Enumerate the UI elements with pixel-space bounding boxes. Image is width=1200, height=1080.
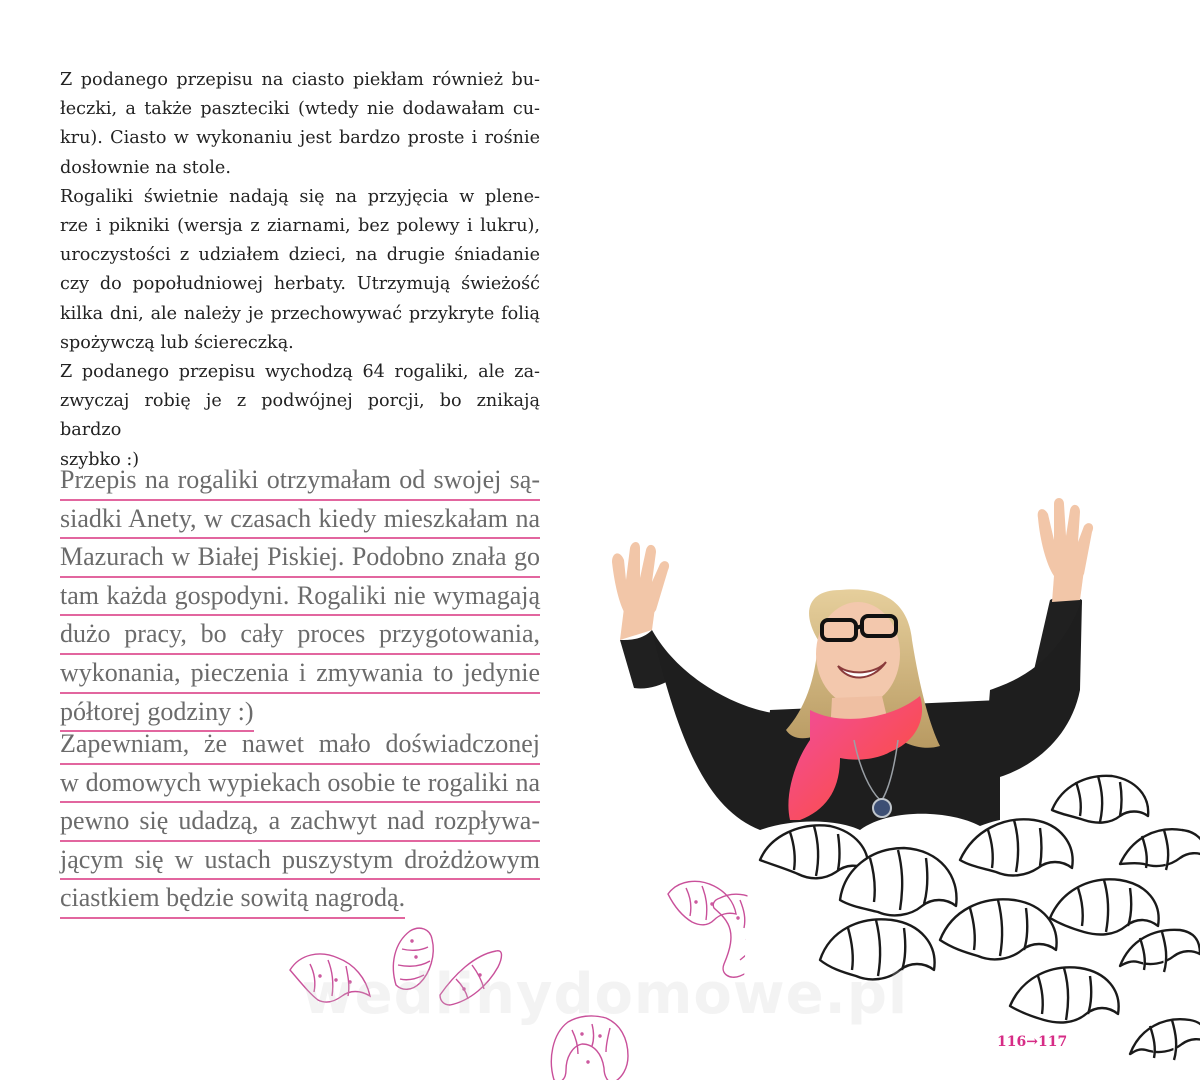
body-line: dosłownie na stole.: [60, 157, 231, 178]
quote-line: dużo pracy, bo cały proces przygotowania,: [60, 616, 540, 655]
body-line: zwyczaj robię je z podwójnej porcji, bo znikają bardzo: [60, 391, 540, 441]
quote-line: Przepis na rogaliki otrzymałam od swojej są-: [60, 462, 540, 501]
body-line: kru). Ciasto w wykonaniu jest bardzo proste i rośnie: [60, 128, 540, 149]
quote-line: jącym się w ustach puszystym drożdżowym: [60, 842, 540, 881]
quote-line: tam każda gospodyni. Rogaliki nie wymagają: [60, 578, 540, 617]
quote-line: wykonania, pieczenia i zmywania to jedynie: [60, 655, 540, 694]
pendant-icon: [873, 799, 891, 817]
quote-line: pewno się udadzą, a zachwyt nad rozpływa-: [60, 803, 540, 842]
body-line: Z podanego przepisu wychodzą 64 rogaliki, ale za-: [60, 362, 540, 383]
quote-line: Zapewniam, że nawet mało doświadczonej: [60, 726, 540, 765]
croissant-doodle-icon: [1052, 776, 1148, 823]
watermark: wedlinydomowe.pl: [301, 962, 909, 1027]
body-line: Z podanego przepisu na ciasto piekłam również bu-: [60, 70, 540, 90]
quote-line: półtorej godziny :): [60, 694, 254, 733]
body-line: uroczystości z udziałem dzieci, na drugie śniadanie: [60, 245, 540, 266]
body-line: spożywczą lub ściereczką.: [60, 332, 294, 353]
quote-line: ciastkiem będzie sowitą nagrodą.: [60, 880, 405, 919]
quote-line: w domowych wypiekach osobie te rogaliki na: [60, 765, 540, 804]
body-line: szybko :): [60, 449, 140, 470]
quote-line: Mazurach w Białej Piskiej. Podobno znała go: [60, 539, 540, 578]
arrow-icon: →: [1026, 1034, 1038, 1050]
body-line: czy do popołudniowej herbaty. Utrzymują świeżość: [60, 274, 540, 295]
body-line: kilka dni, ale należy je przechowywać przykryte folią: [60, 303, 540, 324]
body-line: łeczki, a także paszteciki (wtedy nie dodawałam cu-: [60, 99, 540, 120]
page-folio: [997, 1034, 1067, 1050]
body-line: rze i pikniki (wersja z ziarnami, bez polewy i lukru),: [60, 216, 540, 237]
right-page-number: 117: [1037, 1034, 1068, 1050]
body-line: Rogaliki świetnie nadają się na przyjęcia w plene-: [60, 186, 540, 207]
left-page-number: 116: [997, 1034, 1027, 1050]
quote-line: siadki Anety, w czasach kiedy mieszkałam na: [60, 501, 540, 540]
